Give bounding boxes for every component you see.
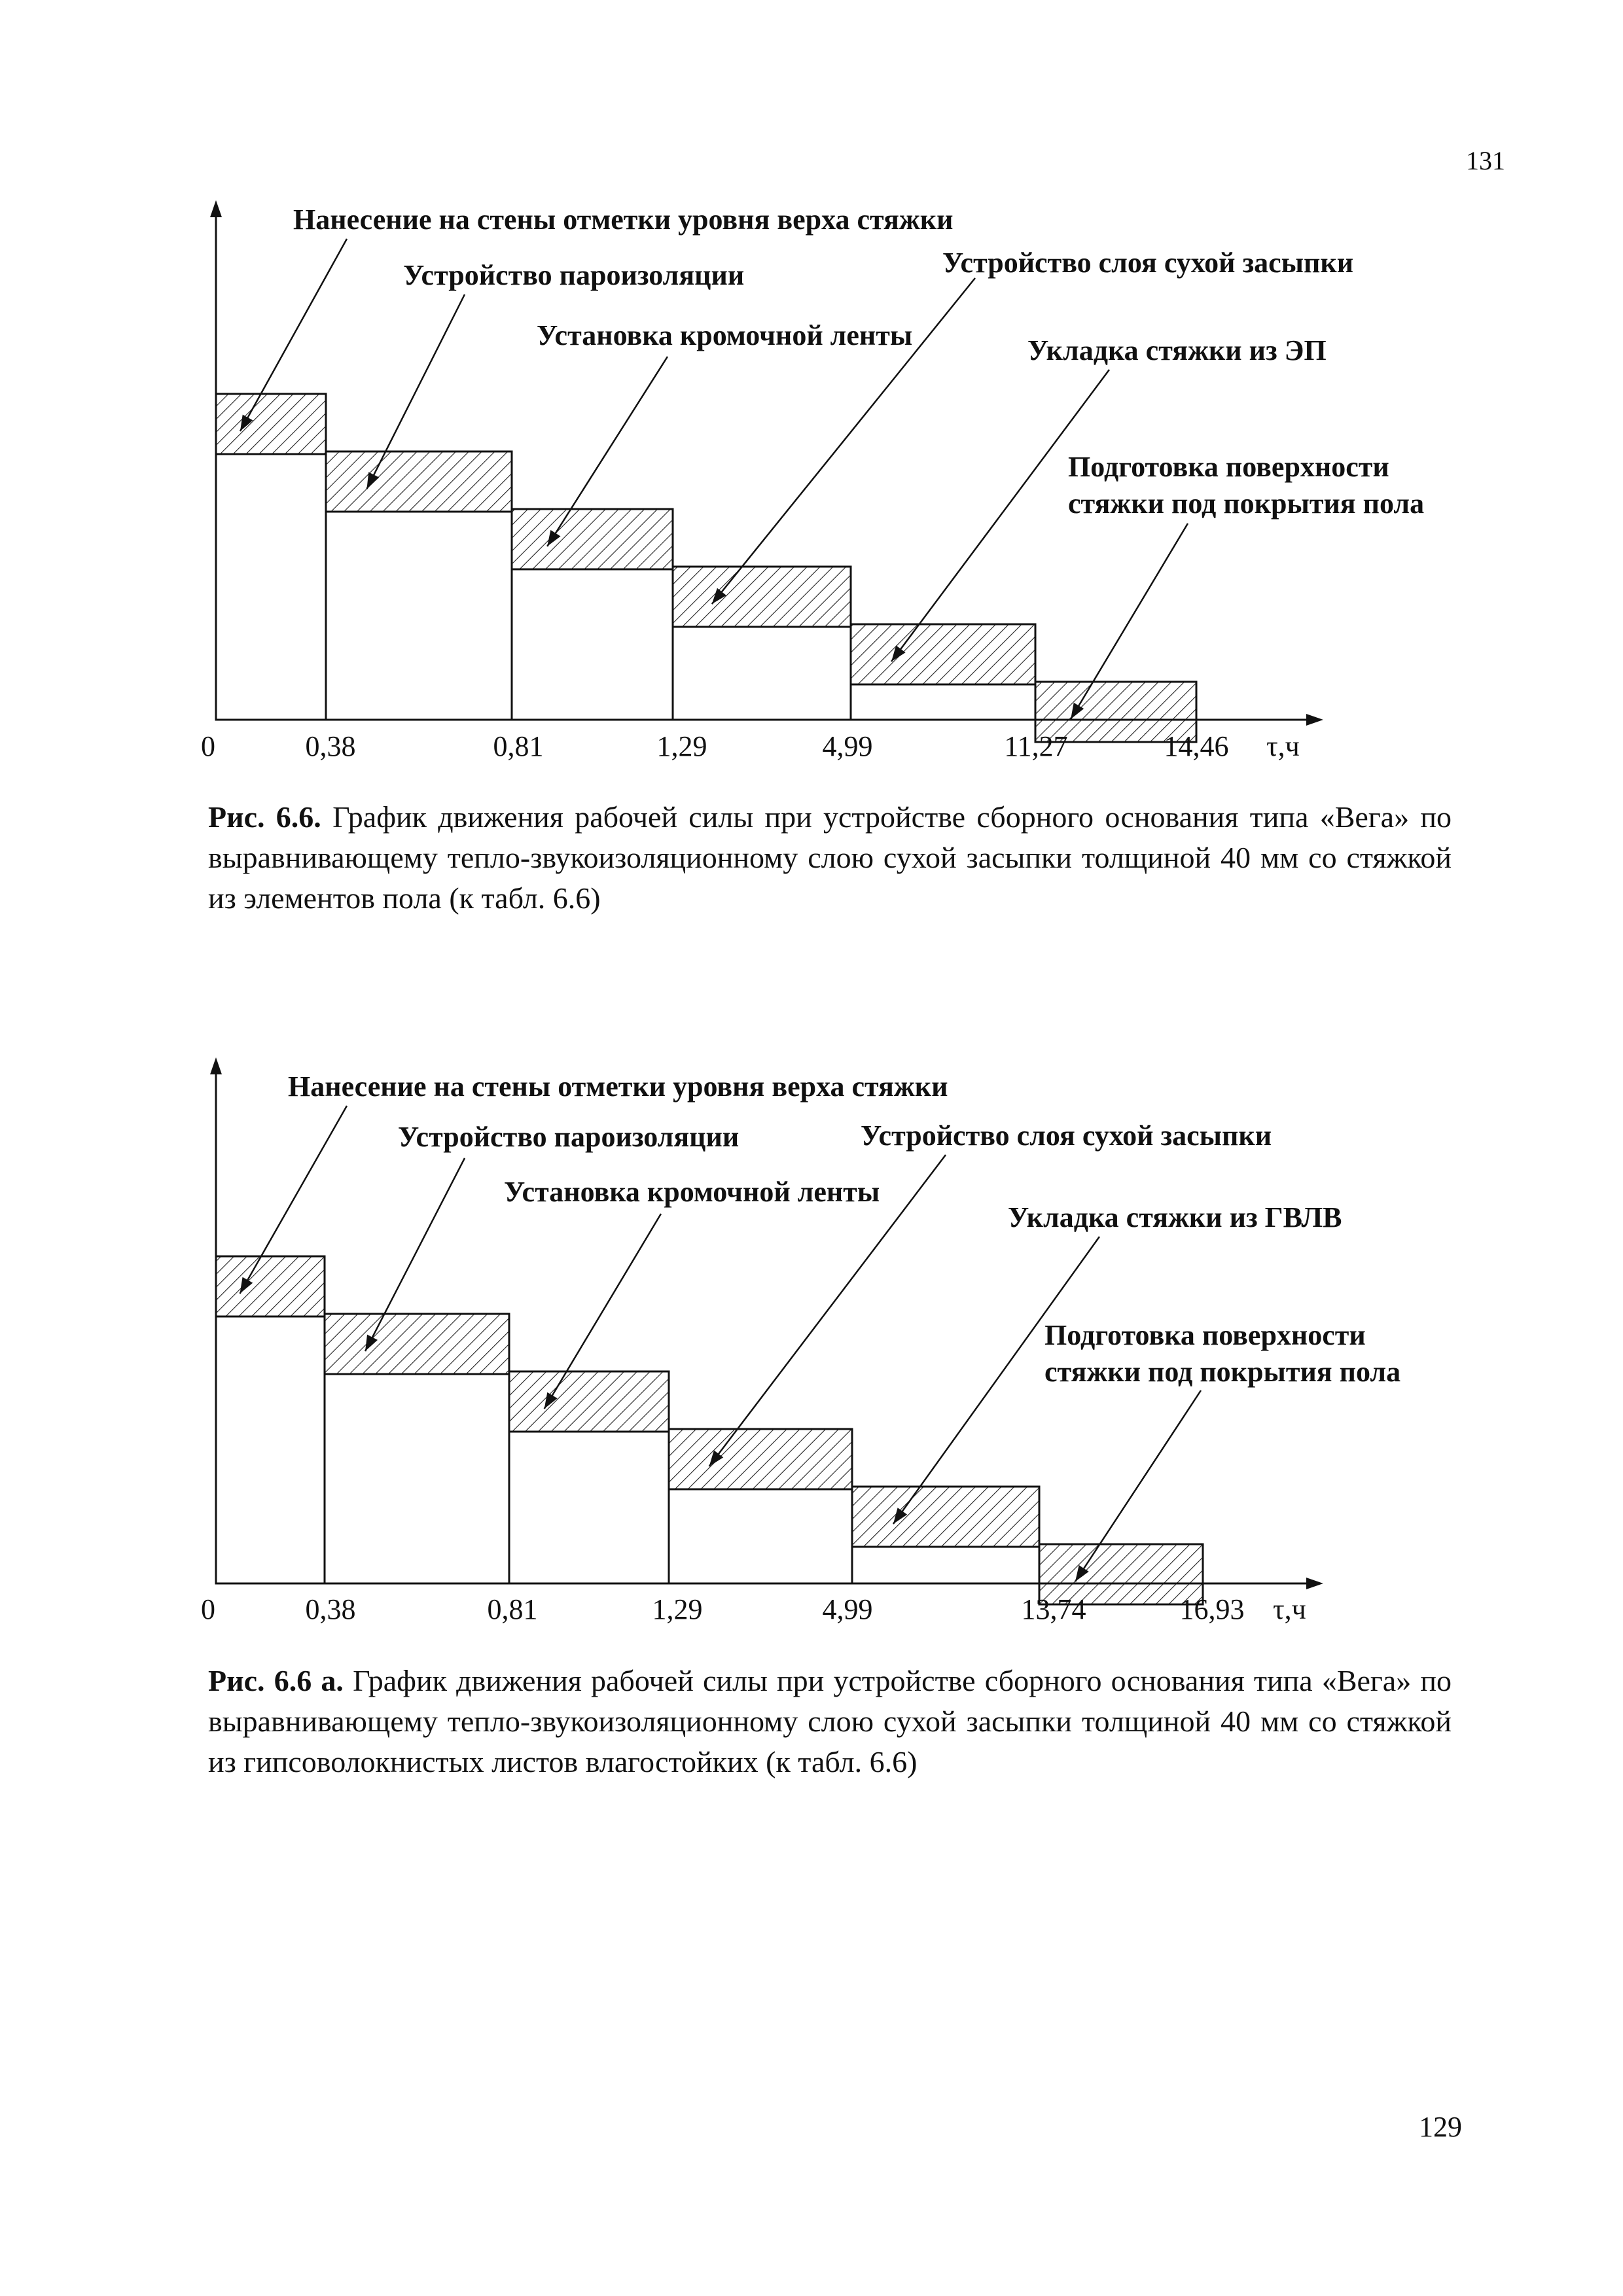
task-label-1: Нанесение на стены отметки уровня верха стяжки bbox=[288, 1070, 948, 1103]
bar-hatched-3 bbox=[509, 1371, 669, 1432]
tick-label: 0,81 bbox=[487, 1593, 538, 1625]
task-label-5: Укладка стяжки из ГВЛВ bbox=[1008, 1201, 1342, 1233]
task-label-6: стяжки под покрытия пола bbox=[1068, 487, 1425, 520]
tick-label: 16,93 bbox=[1179, 1593, 1245, 1625]
bar-base-2 bbox=[325, 1374, 509, 1583]
task-label-2: Устройство пароизоляции bbox=[403, 259, 745, 291]
task-label-4: Устройство слоя сухой засыпки bbox=[861, 1120, 1272, 1152]
task-label-6: Подготовка поверхности bbox=[1044, 1319, 1366, 1351]
bar-hatched-5 bbox=[852, 1487, 1039, 1547]
caption-2-number: Рис. 6.6 а. bbox=[208, 1664, 344, 1697]
tick-label: 4,99 bbox=[822, 730, 873, 762]
x-axis-arrow bbox=[1306, 1578, 1323, 1589]
tick-label: 0,81 bbox=[493, 730, 544, 762]
tick-label: 13,74 bbox=[1021, 1593, 1086, 1625]
task-label-2: Устройство пароизоляции bbox=[398, 1121, 740, 1153]
y-axis-arrow bbox=[210, 1057, 222, 1074]
bar-base-5 bbox=[852, 1547, 1039, 1583]
tick-label: 4,99 bbox=[822, 1593, 873, 1625]
task-label-6: Подготовка поверхности bbox=[1068, 451, 1389, 483]
page-number-top: 131 bbox=[1466, 146, 1505, 175]
bar-base-3 bbox=[509, 1432, 669, 1583]
bar-hatched-4 bbox=[669, 1429, 852, 1489]
task-label-6: стяжки под покрытия пола bbox=[1044, 1356, 1401, 1388]
tick-label-origin: 0 bbox=[201, 730, 215, 762]
tick-label: 11,27 bbox=[1004, 730, 1068, 762]
tick-label: 14,46 bbox=[1164, 730, 1229, 762]
x-axis-unit: τ,ч bbox=[1273, 1593, 1306, 1625]
caption-1-number: Рис. 6.6. bbox=[208, 800, 321, 834]
caption-2-text: График движения рабочей силы при устройстве сборного основания типа «Вега» по выравнивающему тепло-звукоизоляционному слою сухой засыпки толщиной 40 мм со стяжкой из гипсоволокнистых листов влагостойких (к табл. 6.6) bbox=[208, 1664, 1452, 1778]
tick-label: 1,29 bbox=[656, 730, 707, 762]
task-label-3: Установка кромочной ленты bbox=[537, 319, 913, 351]
tick-label: 0,38 bbox=[305, 730, 356, 762]
bar-hatched-2 bbox=[325, 1314, 509, 1374]
tick-label: 0,38 bbox=[305, 1593, 356, 1625]
x-axis-unit: τ,ч bbox=[1266, 730, 1300, 762]
task-label-1: Нанесение на стены отметки уровня верха стяжки bbox=[293, 203, 954, 236]
bar-base-1 bbox=[216, 1316, 325, 1583]
caption-1-text: График движения рабочей силы при устройстве сборного основания типа «Вега» по выравнивающему тепло-звукоизоляционному слою сухой засыпки толщиной 40 мм со стяжкой из элементов пола (к табл. 6.6) bbox=[208, 800, 1452, 915]
tick-label-origin: 0 bbox=[201, 1593, 215, 1625]
tick-label: 1,29 bbox=[652, 1593, 703, 1625]
page-number-bottom: 129 bbox=[1419, 2111, 1462, 2143]
bar-base-4 bbox=[669, 1489, 852, 1583]
task-label-5: Укладка стяжки из ЭП bbox=[1027, 334, 1327, 366]
bar-hatched-1 bbox=[216, 1256, 325, 1316]
task-label-3: Установка кромочной ленты bbox=[504, 1176, 880, 1208]
caption-2 bbox=[208, 1661, 1452, 1782]
task-label-4: Устройство слоя сухой засыпки bbox=[942, 247, 1354, 279]
